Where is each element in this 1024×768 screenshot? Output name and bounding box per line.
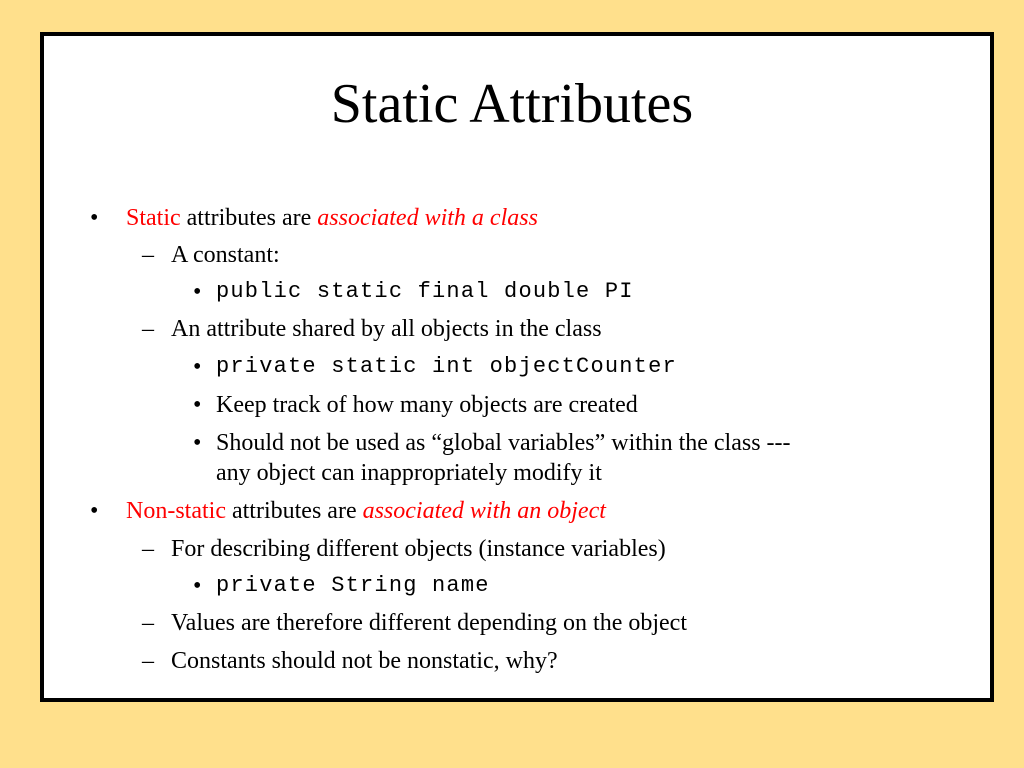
bullet-non-static-middle: attributes are [225, 498, 363, 524]
bullet-non-static [126, 497, 606, 525]
sub-bullet-marker: – [142, 316, 154, 342]
bullet-static-middle: attributes are [180, 205, 318, 231]
sub-sub-item-global-variables-continuation: any object can inappropriately modify it [216, 460, 602, 486]
sub-sub-item-global-variables: Should not be used as “global variables” within the class --- [216, 430, 791, 456]
sub-item-values-different: Values are therefore different depending on the object [171, 610, 687, 636]
bullet-marker: • [90, 498, 99, 524]
sub-item-shared-attribute: An attribute shared by all objects in the class [171, 316, 602, 342]
sub-sub-item-keep-track: Keep track of how many objects are created [216, 392, 638, 418]
sub-bullet-marker: – [142, 536, 154, 562]
sub-sub-bullet-marker: • [193, 392, 202, 418]
emphasis-associated-with-object: associated with an object [362, 498, 606, 524]
emphasis-associated-with-class: associated with a class [317, 205, 538, 231]
keyword-static: Static [126, 205, 181, 231]
code-private-string-name: private String name [216, 573, 490, 598]
code-private-static-object-counter: private static int objectCounter [216, 354, 677, 379]
keyword-non-static: Non-static [126, 498, 226, 524]
sub-sub-bullet-marker: • [193, 573, 202, 599]
sub-item-a-constant: A constant: [171, 242, 280, 268]
bullet-static [126, 204, 538, 232]
code-public-static-final-pi: public static final double PI [216, 279, 634, 304]
sub-item-describing-objects: For describing different objects (instance variables) [171, 536, 666, 562]
bullet-marker: • [90, 205, 99, 231]
sub-bullet-marker: – [142, 648, 154, 674]
sub-item-constants-question: Constants should not be nonstatic, why? [171, 648, 558, 674]
sub-bullet-marker: – [142, 242, 154, 268]
sub-sub-bullet-marker: • [193, 354, 202, 380]
sub-bullet-marker: – [142, 610, 154, 636]
sub-sub-bullet-marker: • [193, 279, 202, 305]
sub-sub-bullet-marker: • [193, 430, 202, 456]
slide-title: Static Attributes [330, 73, 694, 135]
